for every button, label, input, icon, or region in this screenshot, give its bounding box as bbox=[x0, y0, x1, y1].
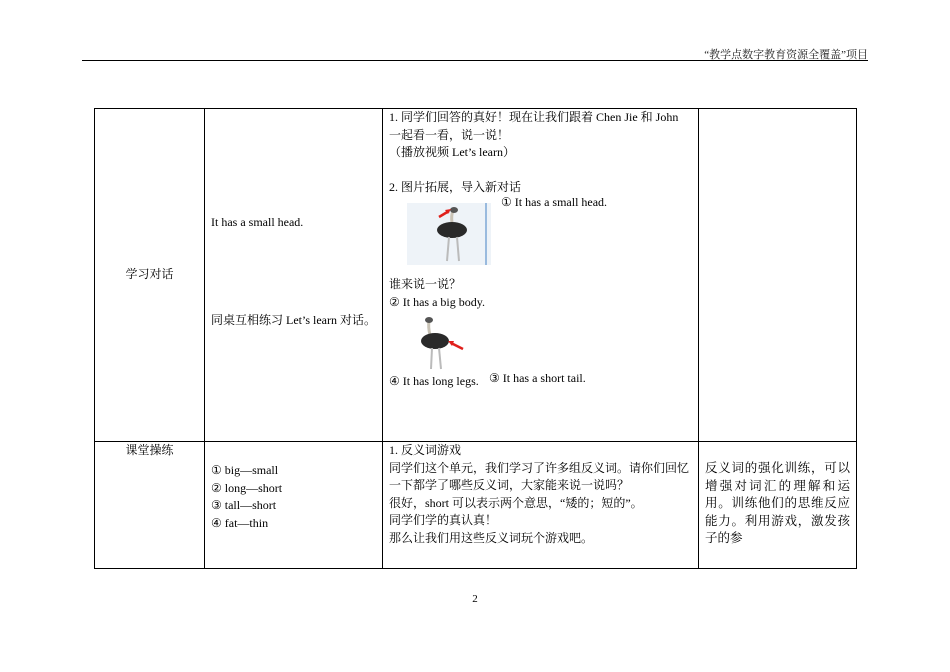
image-caption: ③ It has a short tail. bbox=[489, 370, 586, 385]
teacher-paragraph: ② It has a big body. bbox=[389, 294, 485, 309]
teacher-paragraph: 很好，short 可以表示两个意思，“矮的；短的”。 bbox=[389, 495, 643, 510]
teacher-activity-cell bbox=[383, 109, 699, 442]
teacher-activity-cell bbox=[383, 442, 699, 569]
teacher-paragraph: 谁来说一说？ bbox=[389, 277, 462, 291]
stage-label: 学习对话 bbox=[125, 267, 174, 282]
teacher-paragraph: 同学们学的真认真！ bbox=[389, 513, 498, 527]
student-activity-cell bbox=[205, 442, 383, 569]
teacher-paragraph: 2. 图片拓展，导入新对话 bbox=[389, 180, 522, 194]
table-row bbox=[95, 109, 857, 442]
student-line: 同桌互相练习 Let’s learn 对话。 bbox=[211, 312, 376, 327]
teacher-paragraph: 1. 反义词游戏 bbox=[389, 443, 462, 457]
image-caption: ① It has a small head. bbox=[501, 194, 608, 209]
teacher-paragraph: 同学们这个单元，我们学习了许多组反义词。请你们回忆一下都学了哪些反义词，大家能来说一说吗？ bbox=[389, 460, 690, 492]
teacher-paragraph: ④ It has long legs. bbox=[389, 374, 479, 388]
student-activity-cell bbox=[205, 109, 383, 442]
design-intent-cell bbox=[699, 442, 857, 569]
antonym-pair: ④ fat—thin bbox=[211, 515, 269, 530]
antonym-pair: ① big—small bbox=[211, 463, 279, 477]
stage-label: 课堂操练 bbox=[125, 443, 174, 457]
ostrich-image-head bbox=[407, 203, 491, 265]
ostrich-image-body bbox=[411, 313, 469, 373]
teacher-paragraph: （播放视频 Let’s learn） bbox=[389, 145, 515, 159]
page-number: 2 bbox=[472, 593, 478, 605]
header-project-title: “教学点数字教育资源全覆盖”项目 bbox=[704, 49, 868, 61]
antonym-pair: ② long—short bbox=[211, 480, 283, 495]
header-rule bbox=[82, 60, 868, 61]
teacher-paragraph: 1. 同学们回答的真好！现在让我们跟着 Chen Jie 和 John 一起看一看，说一说！ bbox=[389, 110, 679, 142]
stage-cell bbox=[95, 442, 205, 569]
lesson-table bbox=[94, 108, 857, 569]
stage-cell bbox=[95, 109, 205, 442]
table-row bbox=[95, 442, 857, 569]
design-intent-text: 反义词的强化训练，可以增强对词汇的理解和运用。训练他们的思维反应能力。利用游戏，激发孩子的参 bbox=[705, 461, 850, 545]
student-line: It has a small head. bbox=[211, 215, 304, 229]
antonym-pair: ③ tall—short bbox=[211, 498, 277, 512]
design-intent-cell bbox=[699, 109, 857, 442]
teacher-paragraph: 那么让我们用这些反义词玩个游戏吧。 bbox=[389, 530, 594, 545]
